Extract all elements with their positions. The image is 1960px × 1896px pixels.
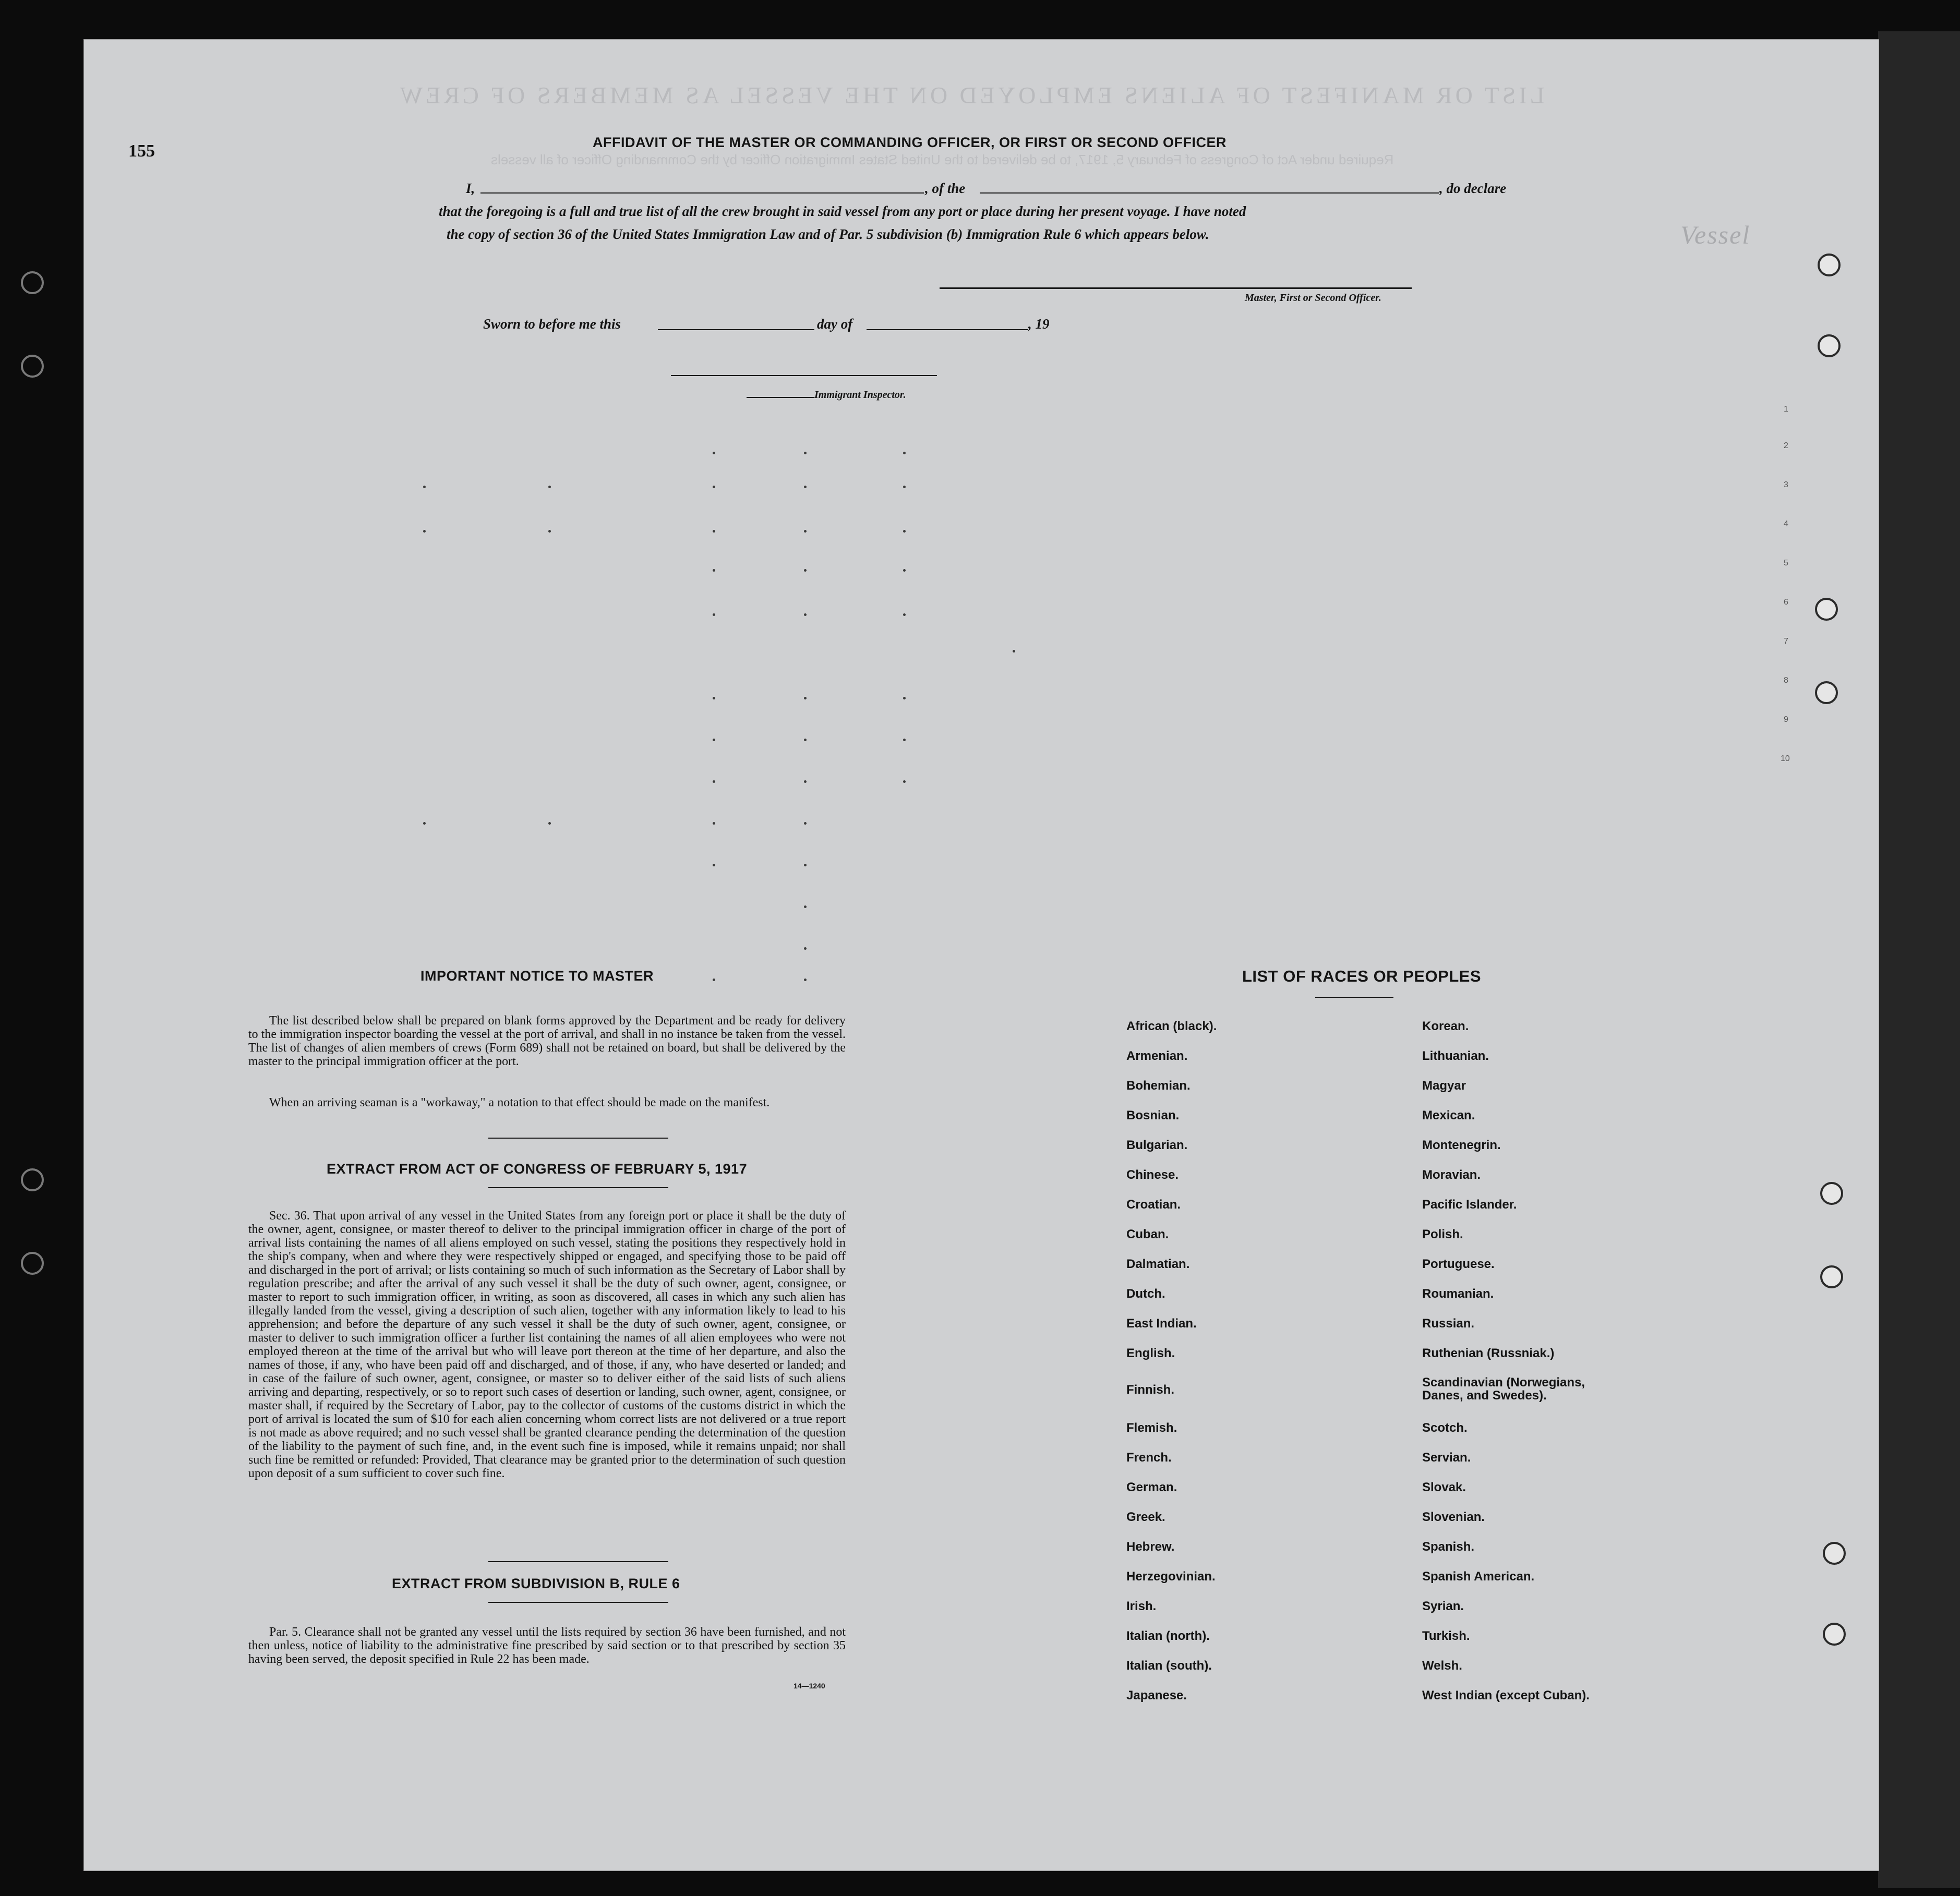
race-left-item: Herzegovinian. [1126,1569,1216,1584]
column-dot [548,822,551,825]
inspector-label: Immigrant Inspector. [814,389,906,401]
sworn-date-blank[interactable] [658,329,814,330]
faint-row-number: 7 [1784,637,1788,646]
column-dot [804,947,807,950]
column-dot [713,452,715,454]
faded-background-subtitle: Required under Act of Congress of February 5, 1917, to be delivered to the United States Immigration Officer by the Commanding Officer of all vessels [491,152,1394,167]
race-left-item: German. [1126,1480,1177,1494]
race-right-item: Magyar [1422,1079,1466,1093]
form-number: 14—1240 [793,1682,825,1690]
race-right-item: Scotch. [1422,1421,1468,1435]
column-dot [713,780,715,783]
column-dot [713,979,715,981]
column-dot [804,979,807,981]
column-dot [1013,650,1015,653]
signature-line[interactable] [940,287,1412,289]
punch-hole [1815,681,1838,704]
races-heading: LIST OF RACES OR PEOPLES [1242,967,1482,985]
column-dot [804,452,807,454]
race-right-item: Slovak. [1422,1480,1466,1494]
column-dot [713,486,715,488]
column-dot [804,780,807,783]
race-left-item: Croatian. [1126,1198,1181,1212]
race-left-item: Japanese. [1126,1688,1187,1702]
race-right-item: Lithuanian. [1422,1049,1489,1063]
column-dot [423,822,426,825]
sworn-prefix: Sworn to before me this [483,316,621,332]
race-left-item: English. [1126,1346,1175,1360]
column-dot [804,613,807,616]
faded-vessel-label: Vessel [1680,220,1751,249]
punch-hole [1818,334,1841,357]
column-dot [903,452,906,454]
race-left-item: Cuban. [1126,1227,1169,1241]
column-dot [804,530,807,533]
sworn-month-blank[interactable] [867,329,1028,330]
column-dot [713,613,715,616]
binding-hole [21,355,44,378]
punch-hole [1820,1182,1843,1205]
race-right-item: Scandinavian (Norwegians, Danes, and Swedes). [1422,1375,1585,1403]
affidavit-line1-mid: , of the [925,180,966,196]
race-left-item: Greek. [1126,1510,1165,1524]
race-left-item: French. [1126,1451,1172,1465]
manifest-sheet [83,39,1879,1871]
punch-hole [1818,253,1841,276]
race-left-item: Dutch. [1126,1287,1165,1301]
race-right-item: Slovenian. [1422,1510,1485,1524]
faint-row-number: 5 [1784,559,1788,567]
column-dot [548,530,551,533]
column-dot [713,569,715,572]
race-right-item: Polish. [1422,1227,1463,1241]
column-dot [804,905,807,908]
affidavit-heading: AFFIDAVIT OF THE MASTER OR COMMANDING OFFICER, OR FIRST OR SECOND OFFICER [593,135,1226,150]
affidavit-line1-prefix: I, [466,180,475,196]
affidavit-vessel-blank[interactable] [980,192,1439,194]
column-dot [903,530,906,533]
margin-handwritten-mark: 155 [128,141,155,161]
race-right-item: Korean. [1422,1019,1469,1033]
races-heading-underline [1315,997,1393,998]
faint-row-number: 8 [1784,676,1788,685]
race-right-item: Russian. [1422,1317,1475,1331]
extract-act-text: Sec. 36. That upon arrival of any vessel in the United States from any foreign port or place it shall be the duty of the owner, agent, consignee, or master thereof to deliver to the principal immigration officer in charge of the port of arrival lists containing the names of all aliens employed on such vessel, stating the positions they respectively hold in the ship's company, when and where they were respectively shipped or engaged, and specifying those to be paid off and discharged in the port of arrival; or lists containing so much of such information as the Secretary of Labor shall by regulation prescribe; and after the arrival of any such vessel it shall be the duty of such owner, agent, consignee, or master to report to such immigration officer, in writing, as soon as discovered, all cases in which any such alien has illegally landed from the vessel, giving a description of such alien, together with any information likely to lead to his apprehension; and before the departure of any such vessel it shall be the duty of such owner, agent, consignee, or master to deliver to such immigration officer a further list containing the names of all alien employees who were not employed thereon at the time of the arrival but who will leave port thereon at the time of her departure, and also the names of those, if any, who have been paid off and discharged, and of those, if any, who have deserted or landed; and in case of the failure of such owner, agent, consignee, or master so to deliver either of the said lists of such aliens arriving and departing, respectively, or so to report such cases of desertion or landing, such owner, agent, consignee, or master shall, if required by the Secretary of Labor, pay to the collector of customs of the customs district in which the port of arrival is located the sum of $10 for each alien concerning whom correct lists are not delivered or a true report is not made as above required; and no such vessel shall be granted clearance pending the determination of the question of the liability to the payment of such fine, and, in the event such fine is imposed, while it remains unpaid; nor shall such fine be remitted or refunded: Provided, That clearance may be granted prior to the determination of such question upon deposit of a sum sufficient to cover such fine. [248,1209,846,1480]
race-left-item: East Indian. [1126,1317,1197,1331]
sworn-year-label: , 19 [1028,316,1050,332]
race-left-item: Chinese. [1126,1168,1179,1182]
punch-hole [1820,1265,1843,1288]
race-left-item: Armenian. [1126,1049,1188,1063]
race-right-item: Turkish. [1422,1629,1470,1643]
column-dot [903,486,906,488]
notice-workaway-paragraph: When an arriving seaman is a "workaway," a notation to that effect should be made on the manifest. [269,1096,770,1109]
column-dot [804,864,807,866]
section-divider [488,1138,668,1139]
column-dot [804,822,807,825]
section-divider [488,1561,668,1562]
notice-heading: IMPORTANT NOTICE TO MASTER [420,968,654,984]
affidavit-name-blank[interactable] [480,192,924,194]
faint-row-number: 4 [1784,520,1788,528]
race-left-item: Bosnian. [1126,1108,1180,1122]
race-right-item: Servian. [1422,1451,1471,1465]
faint-row-number: 10 [1781,754,1790,763]
race-right-item: Syrian. [1422,1599,1464,1613]
faint-row-number: 1 [1784,405,1788,414]
signature-label: Master, First or Second Officer. [1245,292,1381,304]
column-dot [423,530,426,533]
column-dot [713,697,715,699]
race-left-item: Flemish. [1126,1421,1177,1435]
affidavit-line2: that the foregoing is a full and true list of all the crew brought in said vessel from any port or place during her present voyage. I have noted [439,203,1246,219]
race-right-item: Roumanian. [1422,1287,1494,1301]
race-left-item: Italian (north). [1126,1629,1210,1643]
column-dot [713,822,715,825]
column-dot [804,569,807,572]
notice-paragraph: The list described below shall be prepared on blank forms approved by the Department and be ready for delivery to the immigration inspector boarding the vessel at the port of arrival, and shall in no instance be taken from the vessel. The list of changes of alien members of crews (Form 689) shall not be retained on board, but shall be delivered by the master to the principal immigration officer at the port. [248,1014,846,1068]
faint-row-number: 9 [1784,715,1788,724]
column-dot [903,697,906,699]
race-right-item: Spanish American. [1422,1569,1535,1584]
race-left-item: Irish. [1126,1599,1157,1613]
extract-rule-text: Par. 5. Clearance shall not be granted any vessel until the lists required by section 36 have been furnished, and not then unless, notice of liability to the administrative fine prescribed by said section or to that prescribed by section 35 having been served, the deposit specified in Rule 22 has been made. [248,1625,846,1666]
column-dot [903,739,906,741]
column-dot [423,486,426,488]
faint-row-number: 6 [1784,598,1788,607]
inspector-short-line [747,397,814,398]
underlying-page-edge [1878,31,1960,1888]
column-dot [903,613,906,616]
race-right-item: Moravian. [1422,1168,1481,1182]
extract-rule-heading: EXTRACT FROM SUBDIVISION B, RULE 6 [392,1576,680,1591]
column-dot [713,530,715,533]
faded-background-title: LIST OR MANIFEST OF ALIENS EMPLOYED ON THE VESSEL AS MEMBERS OF CREW [397,82,1545,108]
sworn-day-label: day of [817,316,853,332]
affidavit-line1-suffix: , do declare [1439,180,1507,196]
column-dot [548,486,551,488]
binding-hole [21,271,44,294]
race-right-item: Spanish. [1422,1540,1475,1554]
race-left-item: Finnish. [1126,1383,1174,1397]
binding-hole [21,1252,44,1275]
race-left-item: African (black). [1126,1019,1217,1033]
race-left-item: Bulgarian. [1126,1138,1188,1152]
race-right-item: Montenegrin. [1422,1138,1501,1152]
race-right-item: Portuguese. [1422,1257,1495,1271]
inspector-signature-line[interactable] [671,375,937,376]
section-divider [488,1187,668,1188]
faint-row-number: 2 [1784,441,1788,450]
column-dot [804,739,807,741]
race-left-item: Bohemian. [1126,1079,1191,1093]
punch-hole [1823,1542,1846,1565]
section-divider [488,1602,668,1603]
punch-hole [1815,598,1838,621]
column-dot [713,739,715,741]
race-right-item: Welsh. [1422,1659,1462,1673]
column-dot [713,864,715,866]
column-dot [903,569,906,572]
punch-hole [1823,1623,1846,1646]
column-dot [804,486,807,488]
affidavit-line3: the copy of section 36 of the United States Immigration Law and of Par. 5 subdivision (b) Immigration Rule 6 which appears below. [447,226,1209,242]
faint-row-number: 3 [1784,480,1788,489]
race-left-item: Hebrew. [1126,1540,1175,1554]
race-left-item: Dalmatian. [1126,1257,1190,1271]
extract-act-heading: EXTRACT FROM ACT OF CONGRESS OF FEBRUARY 5, 1917 [327,1161,748,1177]
column-dot [804,697,807,699]
race-right-item: Ruthenian (Russniak.) [1422,1346,1555,1360]
binding-hole [21,1168,44,1191]
race-right-item: Pacific Islander. [1422,1198,1517,1212]
column-dot [903,780,906,783]
race-right-item: West Indian (except Cuban). [1422,1688,1590,1702]
race-left-item: Italian (south). [1126,1659,1212,1673]
race-right-item: Mexican. [1422,1108,1475,1122]
